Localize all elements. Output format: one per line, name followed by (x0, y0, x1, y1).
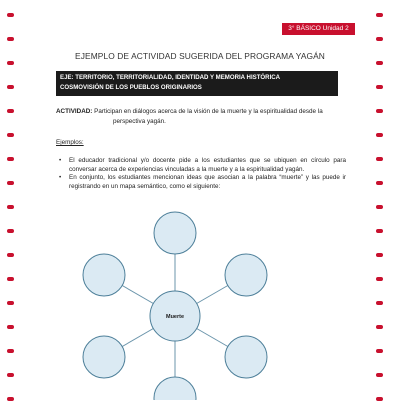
bullet-glyph: • (59, 157, 62, 164)
satellite-circle (154, 377, 196, 400)
bullet-glyph: • (59, 174, 62, 182)
topic-line: COSMOVISIÓN DE LOS PUEBLOS ORIGINARIOS (60, 84, 202, 91)
satellite-circle (154, 212, 196, 254)
center-label: Muerte (165, 314, 185, 320)
satellite-circle (225, 336, 267, 378)
activity-label: ACTIVIDAD: (56, 108, 93, 115)
satellite-circle (83, 336, 125, 378)
satellite-circle (225, 254, 267, 296)
activity-text-continued: perspectiva yagán. (113, 117, 166, 125)
activity-text: Participan en diálogos acerca de la visión de la muerte y la espiritualidad desde la (94, 108, 323, 115)
page-title: EJEMPLO DE ACTIVIDAD SUGERIDA DEL PROGRAMA YAGÁN (75, 51, 325, 61)
examples-heading: Ejemplos: (56, 139, 84, 146)
grade-unit-badge: 3° BÁSICO Unidad 2 (282, 23, 355, 35)
list-item-text: El educador tradicional y/o docente pide a los estudiantes que se ubiquen en círculo para conversar acerca de experiencias vinculadas a la muerte y a la espiritualidad yagán. (69, 157, 346, 173)
list-item-text: En conjunto, los estudiantes mencionan ideas que asocian a la palabra “muerte” y las puede ir registrando en un mapa semántico, como el siguiente: (69, 174, 346, 190)
axis-line: EJE: TERRITORIO, TERRITORIALIDAD, IDENTIDAD Y MEMORIA HISTÓRICA (60, 74, 281, 81)
satellite-circle (83, 254, 125, 296)
